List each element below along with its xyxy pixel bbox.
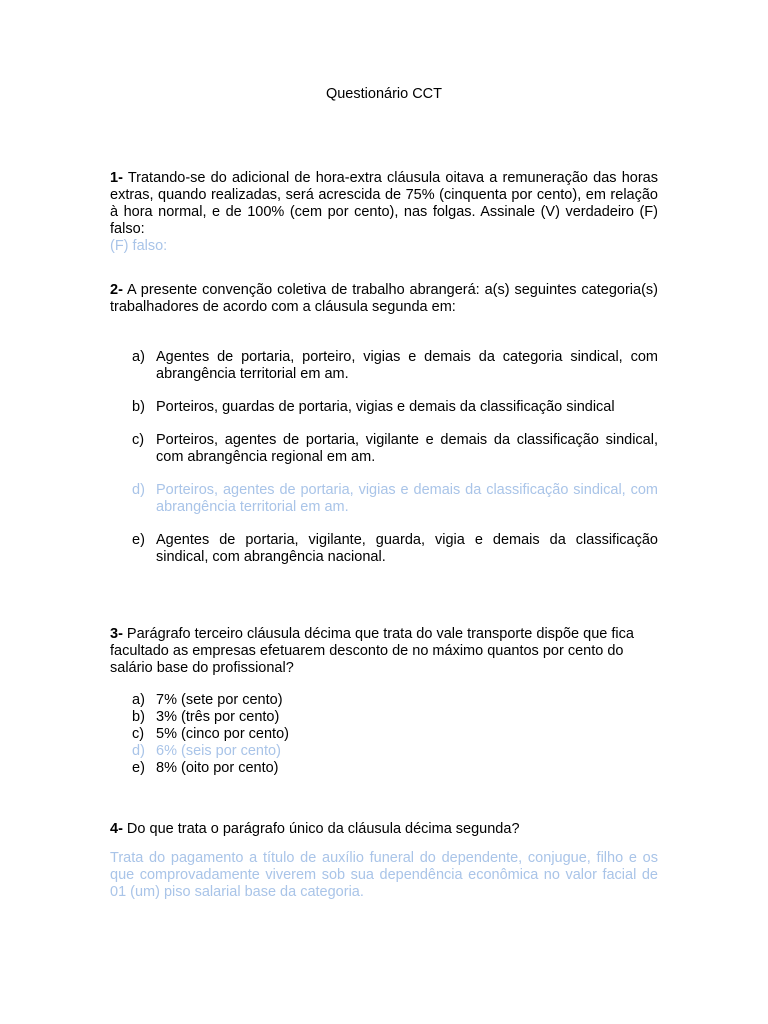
option-letter: c)	[132, 726, 145, 742]
option-e	[110, 760, 658, 777]
question-number: 1-	[110, 170, 123, 186]
question-number: 2-	[110, 282, 123, 298]
question-3-options	[110, 692, 658, 777]
option-a	[110, 692, 658, 709]
option-letter: e)	[132, 532, 145, 548]
option-b	[110, 709, 658, 726]
option-text: Porteiros, guardas de portaria, vigias e demais da classificação sindical	[156, 399, 615, 415]
option-a	[110, 349, 658, 383]
option-c	[110, 432, 658, 466]
option-b	[110, 399, 658, 416]
option-text: 7% (sete por cento)	[156, 692, 283, 708]
question-4-answer: Trata do pagamento a título de auxílio funeral do dependente, conjugue, filho e os que comprovadamente viverem sob sua dependência econômica no valor facial de 01 (um) piso salarial base da categoria.	[110, 850, 658, 900]
option-letter: b)	[132, 709, 145, 725]
question-number: 3-	[110, 626, 123, 642]
option-d	[110, 743, 658, 760]
option-d	[110, 482, 658, 516]
option-letter: a)	[132, 692, 145, 708]
option-e	[110, 532, 658, 566]
option-c	[110, 726, 658, 743]
option-letter: a)	[132, 349, 145, 365]
option-text: Agentes de portaria, porteiro, vigias e demais da categoria sindical, com abrangência territorial em am.	[156, 349, 658, 382]
option-text: 6% (seis por cento)	[156, 743, 281, 759]
question-text: Tratando-se do adicional de hora-extra cláusula oitava a remuneração das horas extras, quando realizadas, será acrescida de 75% (cinquenta por cento), em relação à hora normal, e de 100% (cem por cento), nas folgas. Assinale (V) verdadeiro (F) falso:	[110, 170, 658, 237]
option-text: Porteiros, agentes de portaria, vigias e demais da classificação sindical, com abrangência territorial em am.	[156, 482, 658, 515]
question-4	[110, 821, 658, 838]
option-text: 8% (oito por cento)	[156, 760, 279, 776]
question-1	[110, 170, 658, 255]
question-number: 4-	[110, 821, 123, 837]
option-text: 5% (cinco por cento)	[156, 726, 289, 742]
question-2	[110, 282, 658, 316]
document-title: Questionário CCT	[325, 86, 443, 102]
question-text: Parágrafo terceiro cláusula décima que trata do vale transporte dispõe que fica facultado as empresas efetuarem desconto de no máximo quantos por cento do salário base do profissional?	[110, 626, 634, 676]
option-letter: b)	[132, 399, 145, 415]
option-text: 3% (três por cento)	[156, 709, 280, 725]
question-2-options	[110, 349, 658, 566]
question-text: Do que trata o parágrafo único da cláusula décima segunda?	[122, 821, 520, 837]
option-text: Porteiros, agentes de portaria, vigilante e demais da classificação sindical, com abrangência regional em am.	[156, 432, 658, 465]
option-letter: d)	[132, 743, 145, 759]
question-3	[110, 626, 658, 677]
option-letter: d)	[132, 482, 145, 498]
option-letter: e)	[132, 760, 145, 776]
answer-text: (F) falso:	[110, 238, 168, 254]
question-text: A presente convenção coletiva de trabalho abrangerá: a(s) seguintes categoria(s) trabalhadores de acordo com a cláusula segunda em:	[110, 282, 658, 315]
option-text: Agentes de portaria, vigilante, guarda, vigia e demais da classificação sindical, com abrangência nacional.	[156, 532, 658, 565]
option-letter: c)	[132, 432, 145, 448]
